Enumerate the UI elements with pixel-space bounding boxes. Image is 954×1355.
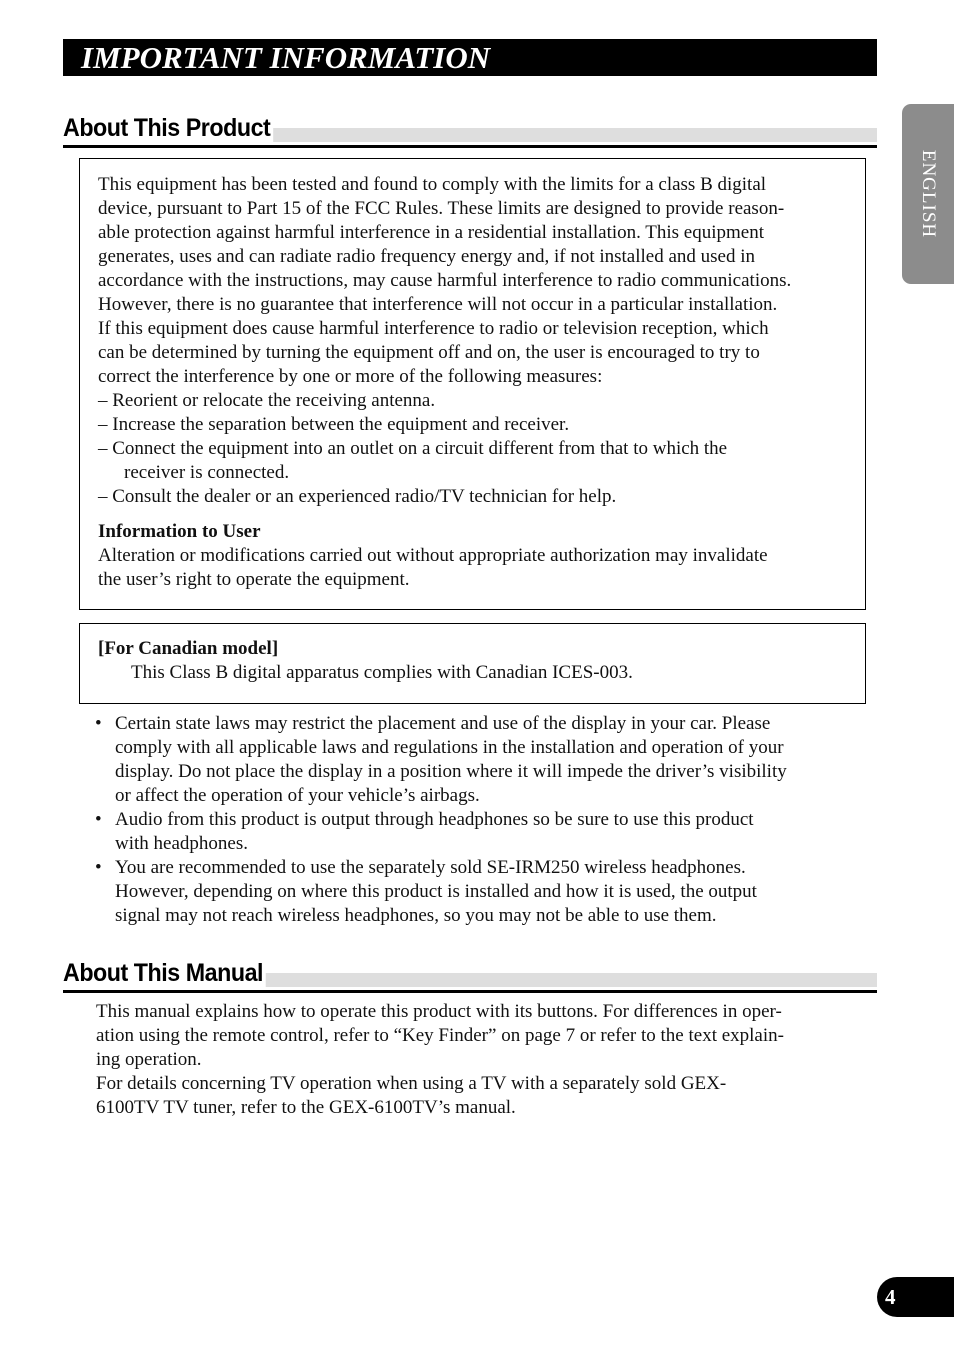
bullet-item — [95, 712, 855, 808]
bullet-line: However, depending on where this product is installed and how it is used, the output — [115, 881, 757, 902]
product-bullet-list — [95, 712, 855, 928]
fcc-line: This equipment has been tested and found to comply with the limits for a class B digital — [98, 174, 767, 195]
bullet-line: display. Do not place the display in a position where it will impede the driver’s visibility — [115, 761, 787, 782]
canadian-model-heading: [For Canadian model] — [98, 638, 279, 659]
section-heading-about-manual — [63, 958, 877, 993]
fcc-notice-box — [79, 158, 866, 610]
fcc-line: If this equipment does cause harmful interference to radio or television reception, which — [98, 318, 769, 339]
bullet-line: comply with all applicable laws and regulations in the installation and operation of your — [115, 737, 784, 758]
measure-item: – Reorient or relocate the receiving antenna. — [98, 390, 436, 411]
bullet-symbol: • — [95, 809, 102, 830]
section-heading-about-product — [63, 113, 877, 148]
canadian-model-text: This Class B digital apparatus complies with Canadian ICES-003. — [131, 662, 633, 683]
manual-line: This manual explains how to operate this product with its buttons. For differences in oper- — [96, 1001, 782, 1022]
fcc-line: generates, uses and can radiate radio frequency energy and, if not installed and used in — [98, 246, 756, 267]
bullet-line: or affect the operation of your vehicle’s airbags. — [115, 785, 480, 806]
manual-line: ing operation. — [96, 1049, 202, 1070]
bullet-line: Audio from this product is output through headphones so be sure to use this product — [115, 809, 754, 830]
info-line: the user’s right to operate the equipment. — [98, 569, 410, 590]
banner-title: IMPORTANT INFORMATION — [81, 40, 491, 75]
bullet-line: signal may not reach wireless headphones, so you may not be able to use them. — [115, 905, 717, 926]
fcc-line: device, pursuant to Part 15 of the FCC Rules. These limits are designed to provide reason- — [98, 198, 785, 219]
fcc-line: able protection against harmful interference in a residential installation. This equipment — [98, 222, 765, 243]
bullet-line: Certain state laws may restrict the placement and use of the display in your car. Please — [115, 713, 771, 734]
measure-item: – Increase the separation between the equipment and receiver. — [98, 414, 570, 435]
about-manual-text — [96, 1000, 856, 1120]
info-to-user-heading: Information to User — [98, 521, 261, 542]
page-number: 4 — [885, 1285, 896, 1309]
bullet-item — [95, 808, 855, 856]
fcc-line: can be determined by turning the equipment off and on, the user is encouraged to try to — [98, 342, 760, 363]
fcc-line: correct the interference by one or more of the following measures: — [98, 366, 603, 387]
fcc-line: accordance with the instructions, may cause harmful interference to radio communications. — [98, 270, 792, 291]
info-line: Alteration or modifications carried out without appropriate authorization may invalidate — [98, 545, 768, 566]
bullet-line: You are recommended to use the separately sold SE-IRM250 wireless headphones. — [115, 857, 746, 878]
important-information-banner — [63, 39, 877, 76]
language-tab — [902, 104, 954, 284]
measure-item: – Connect the equipment into an outlet on a circuit different from that to which the — [98, 438, 728, 459]
manual-line: 6100TV TV tuner, refer to the GEX-6100TV’s manual. — [96, 1097, 516, 1118]
canadian-model-box — [79, 623, 866, 704]
section-heading-text: About This Product — [63, 113, 273, 143]
bullet-symbol: • — [95, 713, 102, 734]
language-tab-label: ENGLISH — [918, 149, 939, 239]
fcc-line: However, there is no guarantee that interference will not occur in a particular installation. — [98, 294, 778, 315]
manual-line: For details concerning TV operation when using a TV with a separately sold GEX- — [96, 1073, 727, 1094]
page-number-tab — [877, 1277, 954, 1317]
manual-line: ation using the remote control, refer to “Key Finder” on page 7 or refer to the text explain- — [96, 1025, 784, 1046]
measure-item: – Consult the dealer or an experienced radio/TV technician for help. — [98, 486, 617, 507]
bullet-line: with headphones. — [115, 833, 248, 854]
section-heading-text: About This Manual — [63, 958, 266, 988]
measure-item-continuation: receiver is connected. — [124, 462, 290, 483]
bullet-symbol: • — [95, 857, 102, 878]
bullet-item — [95, 856, 855, 928]
